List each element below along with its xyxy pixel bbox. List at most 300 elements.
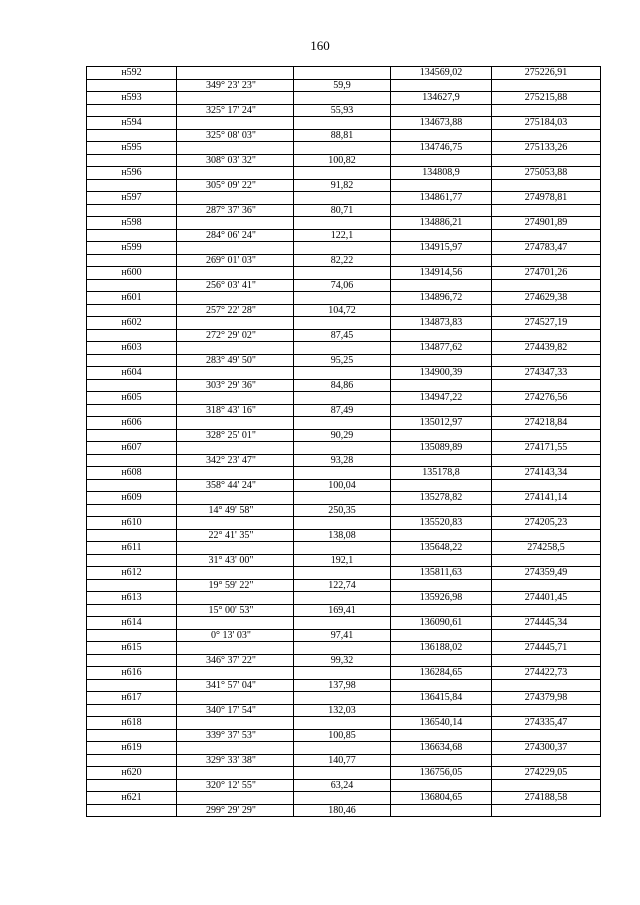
- point-row: [87, 317, 601, 330]
- direction-angle-cell: 325° 08' 03": [177, 129, 294, 142]
- empty-distance-cell: [294, 267, 391, 280]
- empty-id-cell: [87, 204, 177, 217]
- empty-id-cell: [87, 304, 177, 317]
- empty-y-cell: [492, 529, 601, 542]
- coordinates-table: [86, 66, 601, 817]
- empty-id-cell: [87, 154, 177, 167]
- x-coordinate-cell: 134914,56: [391, 267, 492, 280]
- distance-cell: 63,24: [294, 779, 391, 792]
- direction-angle-cell: 15° 00' 53": [177, 604, 294, 617]
- segment-row: [87, 429, 601, 442]
- empty-angle-cell: [177, 517, 294, 530]
- distance-cell: 90,29: [294, 429, 391, 442]
- segment-row: [87, 404, 601, 417]
- empty-y-cell: [492, 329, 601, 342]
- y-coordinate-cell: 275053,88: [492, 167, 601, 180]
- segment-row: [87, 704, 601, 717]
- empty-angle-cell: [177, 392, 294, 405]
- y-coordinate-cell: 274978,81: [492, 192, 601, 205]
- empty-y-cell: [492, 354, 601, 367]
- empty-x-cell: [391, 329, 492, 342]
- empty-x-cell: [391, 204, 492, 217]
- empty-id-cell: [87, 704, 177, 717]
- empty-distance-cell: [294, 592, 391, 605]
- direction-angle-cell: 320° 12' 55": [177, 779, 294, 792]
- distance-cell: 84,86: [294, 379, 391, 392]
- distance-cell: 99,32: [294, 654, 391, 667]
- point-id-cell: н610: [87, 517, 177, 530]
- segment-row: [87, 204, 601, 217]
- distance-cell: 93,28: [294, 454, 391, 467]
- empty-angle-cell: [177, 542, 294, 555]
- empty-angle-cell: [177, 117, 294, 130]
- empty-id-cell: [87, 604, 177, 617]
- direction-angle-cell: 318° 43' 16": [177, 404, 294, 417]
- direction-angle-cell: 256° 03' 41": [177, 279, 294, 292]
- x-coordinate-cell: 134861,77: [391, 192, 492, 205]
- empty-distance-cell: [294, 342, 391, 355]
- point-id-cell: н607: [87, 442, 177, 455]
- empty-y-cell: [492, 579, 601, 592]
- empty-y-cell: [492, 554, 601, 567]
- direction-angle-cell: 358° 44' 24": [177, 479, 294, 492]
- y-coordinate-cell: 274527,19: [492, 317, 601, 330]
- point-row: [87, 692, 601, 705]
- point-id-cell: н599: [87, 242, 177, 255]
- x-coordinate-cell: 136540,14: [391, 717, 492, 730]
- empty-angle-cell: [177, 242, 294, 255]
- empty-id-cell: [87, 729, 177, 742]
- x-coordinate-cell: 134896,72: [391, 292, 492, 305]
- empty-x-cell: [391, 129, 492, 142]
- segment-row: [87, 554, 601, 567]
- segment-row: [87, 354, 601, 367]
- point-row: [87, 392, 601, 405]
- empty-id-cell: [87, 629, 177, 642]
- segment-row: [87, 454, 601, 467]
- distance-cell: 104,72: [294, 304, 391, 317]
- empty-angle-cell: [177, 467, 294, 480]
- empty-y-cell: [492, 104, 601, 117]
- direction-angle-cell: 283° 49' 50": [177, 354, 294, 367]
- x-coordinate-cell: 135926,98: [391, 592, 492, 605]
- y-coordinate-cell: 274347,33: [492, 367, 601, 380]
- empty-x-cell: [391, 379, 492, 392]
- point-row: [87, 417, 601, 430]
- empty-x-cell: [391, 654, 492, 667]
- direction-angle-cell: 284° 06' 24": [177, 229, 294, 242]
- point-id-cell: н600: [87, 267, 177, 280]
- x-coordinate-cell: 135648,22: [391, 542, 492, 555]
- segment-row: [87, 604, 601, 617]
- point-id-cell: н608: [87, 467, 177, 480]
- empty-y-cell: [492, 729, 601, 742]
- point-row: [87, 67, 601, 80]
- empty-distance-cell: [294, 92, 391, 105]
- empty-id-cell: [87, 654, 177, 667]
- segment-row: [87, 329, 601, 342]
- empty-y-cell: [492, 404, 601, 417]
- x-coordinate-cell: 135089,89: [391, 442, 492, 455]
- x-coordinate-cell: 134877,62: [391, 342, 492, 355]
- y-coordinate-cell: 274171,55: [492, 442, 601, 455]
- y-coordinate-cell: 274783,47: [492, 242, 601, 255]
- direction-angle-cell: 272° 29' 02": [177, 329, 294, 342]
- empty-id-cell: [87, 454, 177, 467]
- point-row: [87, 642, 601, 655]
- distance-cell: 97,41: [294, 629, 391, 642]
- distance-cell: 137,98: [294, 679, 391, 692]
- distance-cell: 192,1: [294, 554, 391, 567]
- point-id-cell: н606: [87, 417, 177, 430]
- empty-angle-cell: [177, 317, 294, 330]
- x-coordinate-cell: 135178,8: [391, 467, 492, 480]
- empty-distance-cell: [294, 742, 391, 755]
- direction-angle-cell: 328° 25' 01": [177, 429, 294, 442]
- segment-row: [87, 104, 601, 117]
- y-coordinate-cell: 274359,49: [492, 567, 601, 580]
- point-id-cell: н611: [87, 542, 177, 555]
- x-coordinate-cell: 135811,63: [391, 567, 492, 580]
- distance-cell: 59,9: [294, 79, 391, 92]
- y-coordinate-cell: 274701,26: [492, 267, 601, 280]
- y-coordinate-cell: 274276,56: [492, 392, 601, 405]
- x-coordinate-cell: 134673,88: [391, 117, 492, 130]
- direction-angle-cell: 269° 01' 03": [177, 254, 294, 267]
- distance-cell: 100,82: [294, 154, 391, 167]
- point-id-cell: н604: [87, 367, 177, 380]
- empty-distance-cell: [294, 567, 391, 580]
- empty-id-cell: [87, 754, 177, 767]
- empty-distance-cell: [294, 242, 391, 255]
- empty-id-cell: [87, 254, 177, 267]
- empty-x-cell: [391, 529, 492, 542]
- point-row: [87, 742, 601, 755]
- empty-distance-cell: [294, 642, 391, 655]
- empty-distance-cell: [294, 192, 391, 205]
- x-coordinate-cell: 136756,05: [391, 767, 492, 780]
- direction-angle-cell: 342° 23' 47": [177, 454, 294, 467]
- direction-angle-cell: 339° 37' 53": [177, 729, 294, 742]
- distance-cell: 100,85: [294, 729, 391, 742]
- empty-angle-cell: [177, 192, 294, 205]
- point-id-cell: н613: [87, 592, 177, 605]
- x-coordinate-cell: 136415,84: [391, 692, 492, 705]
- point-row: [87, 242, 601, 255]
- direction-angle-cell: 14° 49' 58": [177, 504, 294, 517]
- empty-angle-cell: [177, 167, 294, 180]
- empty-id-cell: [87, 554, 177, 567]
- point-row: [87, 542, 601, 555]
- point-id-cell: н614: [87, 617, 177, 630]
- distance-cell: 122,74: [294, 579, 391, 592]
- x-coordinate-cell: 134808,9: [391, 167, 492, 180]
- point-id-cell: н609: [87, 492, 177, 505]
- empty-distance-cell: [294, 167, 391, 180]
- empty-x-cell: [391, 504, 492, 517]
- empty-angle-cell: [177, 667, 294, 680]
- segment-row: [87, 504, 601, 517]
- distance-cell: 95,25: [294, 354, 391, 367]
- distance-cell: 100,04: [294, 479, 391, 492]
- segment-row: [87, 529, 601, 542]
- y-coordinate-cell: 274229,05: [492, 767, 601, 780]
- empty-distance-cell: [294, 217, 391, 230]
- segment-row: [87, 629, 601, 642]
- distance-cell: 169,41: [294, 604, 391, 617]
- coordinates-table-container: [86, 66, 600, 817]
- segment-row: [87, 379, 601, 392]
- segment-row: [87, 479, 601, 492]
- x-coordinate-cell: 134569,02: [391, 67, 492, 80]
- distance-cell: 91,82: [294, 179, 391, 192]
- empty-angle-cell: [177, 592, 294, 605]
- point-id-cell: н601: [87, 292, 177, 305]
- x-coordinate-cell: 134947,22: [391, 392, 492, 405]
- segment-row: [87, 79, 601, 92]
- empty-id-cell: [87, 679, 177, 692]
- empty-x-cell: [391, 754, 492, 767]
- empty-angle-cell: [177, 217, 294, 230]
- direction-angle-cell: 346° 37' 22": [177, 654, 294, 667]
- empty-y-cell: [492, 454, 601, 467]
- x-coordinate-cell: 136284,65: [391, 667, 492, 680]
- empty-angle-cell: [177, 492, 294, 505]
- y-coordinate-cell: 275226,91: [492, 67, 601, 80]
- distance-cell: 87,49: [294, 404, 391, 417]
- empty-angle-cell: [177, 267, 294, 280]
- distance-cell: 87,45: [294, 329, 391, 342]
- empty-x-cell: [391, 229, 492, 242]
- y-coordinate-cell: 274300,37: [492, 742, 601, 755]
- empty-y-cell: [492, 604, 601, 617]
- point-id-cell: н618: [87, 717, 177, 730]
- x-coordinate-cell: 134873,83: [391, 317, 492, 330]
- empty-x-cell: [391, 454, 492, 467]
- empty-y-cell: [492, 629, 601, 642]
- empty-id-cell: [87, 129, 177, 142]
- direction-angle-cell: 287° 37' 36": [177, 204, 294, 217]
- empty-distance-cell: [294, 417, 391, 430]
- direction-angle-cell: 303° 29' 36": [177, 379, 294, 392]
- x-coordinate-cell: 136804,65: [391, 792, 492, 805]
- point-id-cell: н597: [87, 192, 177, 205]
- direction-angle-cell: 19° 59' 22": [177, 579, 294, 592]
- empty-angle-cell: [177, 142, 294, 155]
- y-coordinate-cell: 274629,38: [492, 292, 601, 305]
- point-id-cell: н616: [87, 667, 177, 680]
- empty-x-cell: [391, 579, 492, 592]
- point-row: [87, 342, 601, 355]
- x-coordinate-cell: 136634,68: [391, 742, 492, 755]
- empty-id-cell: [87, 104, 177, 117]
- direction-angle-cell: 325° 17' 24": [177, 104, 294, 117]
- y-coordinate-cell: 275215,88: [492, 92, 601, 105]
- x-coordinate-cell: 134627,9: [391, 92, 492, 105]
- point-row: [87, 442, 601, 455]
- empty-y-cell: [492, 79, 601, 92]
- empty-x-cell: [391, 304, 492, 317]
- empty-angle-cell: [177, 617, 294, 630]
- empty-y-cell: [492, 754, 601, 767]
- empty-y-cell: [492, 679, 601, 692]
- direction-angle-cell: 329° 33' 38": [177, 754, 294, 767]
- empty-y-cell: [492, 179, 601, 192]
- segment-row: [87, 654, 601, 667]
- segment-row: [87, 729, 601, 742]
- empty-y-cell: [492, 279, 601, 292]
- empty-x-cell: [391, 704, 492, 717]
- point-row: [87, 667, 601, 680]
- point-row: [87, 142, 601, 155]
- point-id-cell: н594: [87, 117, 177, 130]
- empty-y-cell: [492, 229, 601, 242]
- distance-cell: 140,77: [294, 754, 391, 767]
- empty-distance-cell: [294, 667, 391, 680]
- y-coordinate-cell: 274188,58: [492, 792, 601, 805]
- point-row: [87, 617, 601, 630]
- point-row: [87, 492, 601, 505]
- empty-id-cell: [87, 479, 177, 492]
- y-coordinate-cell: 274143,34: [492, 467, 601, 480]
- point-row: [87, 592, 601, 605]
- empty-x-cell: [391, 354, 492, 367]
- empty-distance-cell: [294, 767, 391, 780]
- direction-angle-cell: 341° 57' 04": [177, 679, 294, 692]
- y-coordinate-cell: 274379,98: [492, 692, 601, 705]
- y-coordinate-cell: 274401,45: [492, 592, 601, 605]
- empty-distance-cell: [294, 442, 391, 455]
- x-coordinate-cell: 136188,02: [391, 642, 492, 655]
- empty-x-cell: [391, 604, 492, 617]
- y-coordinate-cell: 274901,89: [492, 217, 601, 230]
- empty-distance-cell: [294, 617, 391, 630]
- empty-distance-cell: [294, 117, 391, 130]
- coordinates-table-body: [87, 67, 601, 817]
- empty-y-cell: [492, 779, 601, 792]
- empty-distance-cell: [294, 792, 391, 805]
- y-coordinate-cell: 274141,14: [492, 492, 601, 505]
- point-row: [87, 792, 601, 805]
- empty-x-cell: [391, 154, 492, 167]
- empty-id-cell: [87, 354, 177, 367]
- empty-distance-cell: [294, 292, 391, 305]
- empty-distance-cell: [294, 542, 391, 555]
- empty-id-cell: [87, 329, 177, 342]
- point-row: [87, 517, 601, 530]
- direction-angle-cell: 257° 22' 28": [177, 304, 294, 317]
- direction-angle-cell: 349° 23' 23": [177, 79, 294, 92]
- empty-x-cell: [391, 554, 492, 567]
- direction-angle-cell: 299° 29' 29": [177, 804, 294, 817]
- point-id-cell: н605: [87, 392, 177, 405]
- empty-y-cell: [492, 379, 601, 392]
- direction-angle-cell: 340° 17' 54": [177, 704, 294, 717]
- point-id-cell: н612: [87, 567, 177, 580]
- empty-angle-cell: [177, 67, 294, 80]
- point-id-cell: н617: [87, 692, 177, 705]
- y-coordinate-cell: 274335,47: [492, 717, 601, 730]
- point-row: [87, 217, 601, 230]
- empty-distance-cell: [294, 467, 391, 480]
- y-coordinate-cell: 274445,71: [492, 642, 601, 655]
- point-id-cell: н615: [87, 642, 177, 655]
- empty-angle-cell: [177, 767, 294, 780]
- distance-cell: 132,03: [294, 704, 391, 717]
- empty-angle-cell: [177, 717, 294, 730]
- empty-x-cell: [391, 479, 492, 492]
- y-coordinate-cell: 274258,5: [492, 542, 601, 555]
- empty-y-cell: [492, 154, 601, 167]
- segment-row: [87, 679, 601, 692]
- empty-distance-cell: [294, 67, 391, 80]
- empty-id-cell: [87, 804, 177, 817]
- empty-id-cell: [87, 779, 177, 792]
- x-coordinate-cell: 134886,21: [391, 217, 492, 230]
- point-id-cell: н596: [87, 167, 177, 180]
- empty-x-cell: [391, 104, 492, 117]
- point-row: [87, 92, 601, 105]
- y-coordinate-cell: 274439,82: [492, 342, 601, 355]
- empty-id-cell: [87, 529, 177, 542]
- x-coordinate-cell: 134746,75: [391, 142, 492, 155]
- y-coordinate-cell: 274218,84: [492, 417, 601, 430]
- empty-y-cell: [492, 479, 601, 492]
- point-row: [87, 267, 601, 280]
- segment-row: [87, 579, 601, 592]
- point-id-cell: н595: [87, 142, 177, 155]
- point-id-cell: н619: [87, 742, 177, 755]
- segment-row: [87, 254, 601, 267]
- segment-row: [87, 154, 601, 167]
- empty-angle-cell: [177, 292, 294, 305]
- empty-id-cell: [87, 279, 177, 292]
- empty-distance-cell: [294, 142, 391, 155]
- y-coordinate-cell: 274205,23: [492, 517, 601, 530]
- empty-x-cell: [391, 79, 492, 92]
- empty-id-cell: [87, 379, 177, 392]
- page-number: 160: [310, 38, 330, 53]
- segment-row: [87, 779, 601, 792]
- empty-id-cell: [87, 404, 177, 417]
- direction-angle-cell: 31° 43' 00": [177, 554, 294, 567]
- empty-y-cell: [492, 204, 601, 217]
- empty-y-cell: [492, 429, 601, 442]
- empty-y-cell: [492, 129, 601, 142]
- point-id-cell: н621: [87, 792, 177, 805]
- segment-row: [87, 279, 601, 292]
- empty-x-cell: [391, 179, 492, 192]
- point-id-cell: н593: [87, 92, 177, 105]
- empty-id-cell: [87, 229, 177, 242]
- empty-x-cell: [391, 729, 492, 742]
- empty-y-cell: [492, 704, 601, 717]
- empty-x-cell: [391, 404, 492, 417]
- empty-x-cell: [391, 779, 492, 792]
- empty-angle-cell: [177, 567, 294, 580]
- empty-distance-cell: [294, 717, 391, 730]
- distance-cell: 74,06: [294, 279, 391, 292]
- empty-angle-cell: [177, 642, 294, 655]
- y-coordinate-cell: 274422,73: [492, 667, 601, 680]
- empty-id-cell: [87, 429, 177, 442]
- distance-cell: 55,93: [294, 104, 391, 117]
- empty-angle-cell: [177, 92, 294, 105]
- empty-distance-cell: [294, 517, 391, 530]
- distance-cell: 122,1: [294, 229, 391, 242]
- y-coordinate-cell: 275184,03: [492, 117, 601, 130]
- x-coordinate-cell: 136090,61: [391, 617, 492, 630]
